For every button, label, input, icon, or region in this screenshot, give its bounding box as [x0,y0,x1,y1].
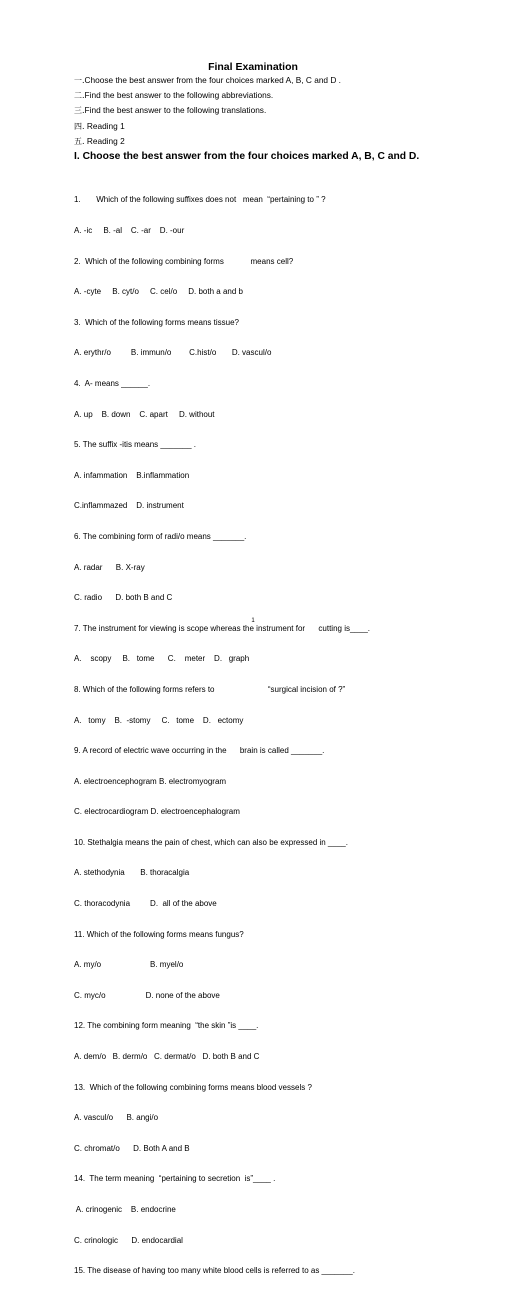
page-title: Final Examination [208,61,298,73]
question-line: 1. Which of the following suffixes does not mean “pertaining to ” ? [74,195,326,205]
question-line: 15. The disease of having too many white blood cells is referred to as _______. [74,1266,355,1276]
page-number: 1 [251,618,255,624]
part-text: Choose the best answer from the four choices marked A, B, C and D . [84,75,341,85]
question-line: 11. Which of the following forms means fungus? [74,929,244,939]
answer-line: A. stethodynia B. thoracalgia [74,868,190,878]
answer-line: C. thoracodynia D. all of the above [74,899,217,909]
part-item [74,73,341,88]
answer-line: C. myc/o D. none of the above [74,990,220,1000]
answer-line: A. up B. down C. apart D. without [74,409,215,419]
part-text: Find the best answer to the following translations. [84,105,267,116]
answer-line: C. radio D. both B and C [74,593,173,603]
answer-line: A. vascul/o B. angi/o [74,1113,159,1123]
part-item [74,103,341,118]
answer-line: A. electroencephogram B. electromyogram [74,776,227,786]
question-line: 8. Which of the following forms refers to “surgical incision of ?” [74,684,346,694]
answer-line: A. -ic B. -al C. -ar D. -our [74,226,185,235]
question-list [74,175,370,1297]
question-line: 12. The combining form meaning “the skin ”is ____. [74,1021,259,1031]
answer-line: A. my/o B. myel/o [74,960,184,970]
part-number: 一. [74,76,85,85]
section-heading: I. Choose the best answer from the four choices marked A, B, C and D. [74,151,420,162]
answer-line: A. radar B. X-ray [74,562,145,572]
answer-line: C.inflammazed D. instrument [74,501,184,511]
part-text: Find the best answer to the following abbreviations. [84,90,274,101]
answer-line: A. erythr/o B. immun/o C.hist/o D. vascul/o [74,348,272,358]
part-number: 五. [74,136,85,146]
question-line: 14. The term meaning “pertaining to secretion is”____ . [74,1174,276,1184]
question-line: 7. The instrument for viewing is scope whereas the instrument for cutting is____. [74,623,370,633]
question-line: 10. Stethalgia means the pain of chest, which can also be expressed in ____. [74,837,348,847]
part-number: 二. [74,91,85,101]
answer-line: A. scopy B. tome C. meter D. graph [74,654,250,664]
answer-line: C. crinologic D. endocardial [74,1235,183,1245]
answer-line: A. tomy B. -stomy C. tome D. ectomy [74,715,244,725]
part-number: 四. [74,121,85,131]
question-line: 3. Which of the following forms means tissue? [74,317,239,327]
part-item [74,134,341,149]
answer-line: A. crinogenic B. endocrine [74,1205,176,1214]
parts-list [74,73,341,149]
question-line: 2. Which of the following combining forms means cell? [74,256,294,266]
answer-line: A. -cyte B. cyt/o C. cel/o D. both a and b [74,287,243,297]
answer-line: C. chromat/o D. Both A and B [74,1143,190,1153]
part-text: Reading 1 [84,120,125,131]
answer-line: C. electrocardiogram D. electroencephalogram [74,807,240,817]
question-line: 6. The combining form of radi/o means _______. [74,531,247,541]
part-item [74,88,341,103]
question-line: 13. Which of the following combining forms means blood vessels ? [74,1082,312,1092]
part-number: 三. [74,106,85,116]
question-line: 9. A record of electric wave occurring in the brain is called _______. [74,746,325,756]
question-line: 4. A- means ______. [74,378,151,388]
question-line: 5. The suffix -itis means _______ . [74,440,196,450]
part-text: Reading 2 [84,135,125,146]
answer-line: A. infammation B.inflammation [74,470,190,480]
answer-line: A. dem/o B. derm/o C. dermat/o D. both B and C [74,1052,260,1062]
part-item [74,119,341,134]
